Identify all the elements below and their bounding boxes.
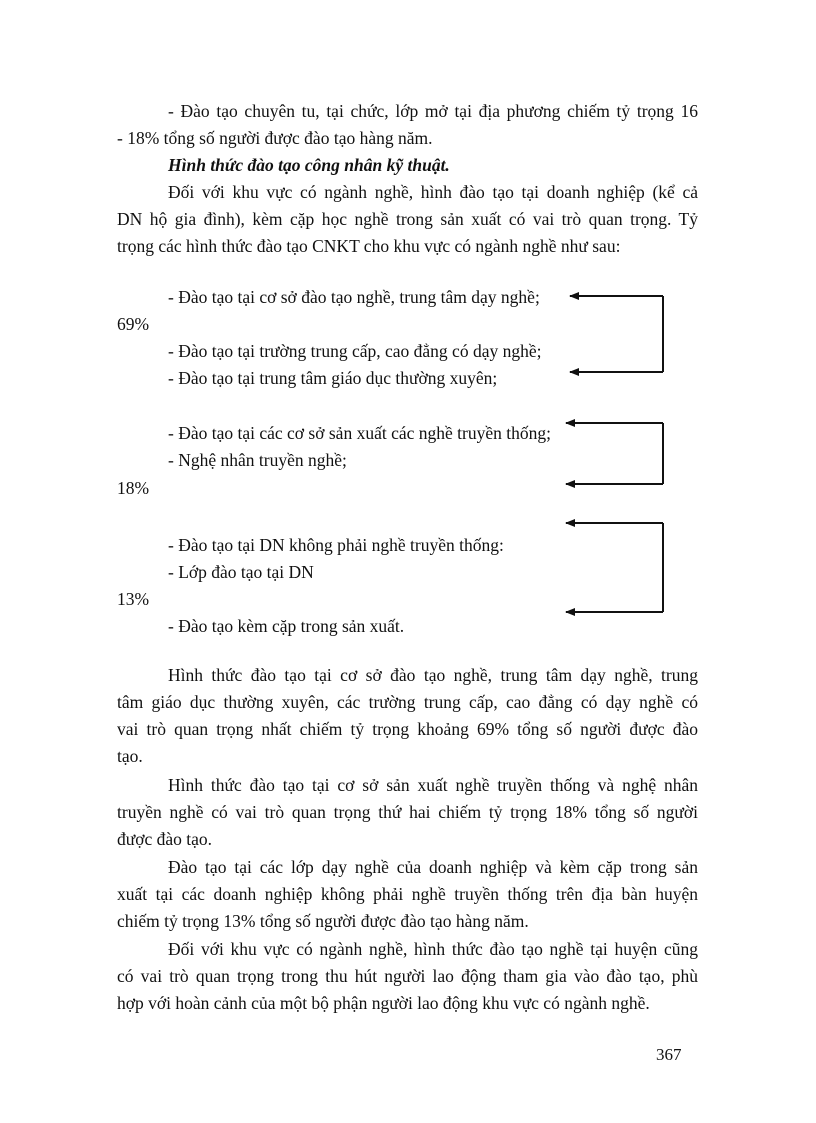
- paragraph-4-line-3: được đào tạo.: [117, 829, 213, 849]
- group-1-item-3: - Đào tạo tại trung tâm giáo dục thường xuyên;: [168, 368, 498, 388]
- group-1-percent: 69%: [117, 314, 150, 334]
- paragraph-1-line-1: - Đào tạo chuyên tu, tại chức, lớp mở tại địa phương chiếm tỷ trọng 16: [168, 101, 698, 121]
- group-3-item-1: - Đào tạo tại DN không phải nghề truyền thống:: [168, 535, 504, 555]
- group-2-item-1: - Đào tạo tại các cơ sở sản xuất các nghề truyền thống;: [168, 423, 551, 443]
- paragraph-3-line-3: vai trò quan trọng nhất chiếm tỷ trọng khoảng 69% tổng số người được đào: [117, 719, 698, 739]
- paragraph-6-line-2: có vai trò quan trọng trong thu hút người lao động tham gia vào đào tạo, phù: [117, 966, 698, 986]
- paragraph-4-line-1: Hình thức đào tạo tại cơ sở sản xuất nghề truyền thống và nghệ nhân: [168, 775, 698, 795]
- group-3-percent: 13%: [117, 589, 150, 609]
- group-3-item-3: - Đào tạo kèm cặp trong sản xuất.: [168, 616, 405, 636]
- group-1-item-1: - Đào tạo tại cơ sở đào tạo nghề, trung tâm dạy nghề;: [168, 287, 540, 307]
- paragraph-1-line-2: - 18% tổng số người được đào tạo hàng năm.: [117, 128, 433, 148]
- paragraph-2-line-2: DN hộ gia đình), kèm cặp học nghề trong sản xuất có vai trò quan trọng. Tỷ: [117, 209, 698, 229]
- page-number: 367: [656, 1045, 682, 1064]
- paragraph-4-line-2: truyền nghề có vai trò quan trọng thứ hai chiếm tỷ trọng 18% tổng số người: [117, 802, 698, 822]
- paragraph-3-line-4: tạo.: [117, 746, 143, 766]
- bracket-group-1: [570, 296, 663, 372]
- group-2-item-2: - Nghệ nhân truyền nghề;: [168, 450, 347, 470]
- paragraph-6-line-3: hợp với hoàn cảnh của một bộ phận người lao động khu vực có ngành nghề.: [117, 993, 650, 1013]
- bracket-group-2: [566, 423, 663, 484]
- paragraph-3-line-1: Hình thức đào tạo tại cơ sở đào tạo nghề, trung tâm dạy nghề, trung: [168, 665, 698, 685]
- paragraph-2-line-3: trọng các hình thức đào tạo CNKT cho khu vực có ngành nghề như sau:: [117, 236, 621, 256]
- paragraph-3-line-2: tâm giáo dục thường xuyên, các trường trung cấp, cao đẳng có dạy nghề có: [117, 692, 698, 712]
- paragraph-2-line-1: Đối với khu vực có ngành nghề, hình đào tạo tại doanh nghiệp (kể cả: [168, 182, 698, 202]
- group-2-percent: 18%: [117, 478, 150, 498]
- section-heading: Hình thức đào tạo công nhân kỹ thuật.: [168, 155, 450, 175]
- group-1-item-2: - Đào tạo tại trường trung cấp, cao đẳng có dạy nghề;: [168, 341, 542, 361]
- paragraph-5-line-3: chiếm tỷ trọng 13% tổng số người được đào tạo hàng năm.: [117, 911, 529, 931]
- bracket-group-3: [566, 523, 663, 612]
- paragraph-5-line-1: Đào tạo tại các lớp dạy nghề của doanh nghiệp và kèm cặp trong sản: [168, 857, 698, 877]
- group-3-item-2: - Lớp đào tạo tại DN: [168, 562, 314, 582]
- paragraph-6-line-1: Đối với khu vực có ngành nghề, hình thức đào tạo nghề tại huyện cũng: [168, 939, 698, 959]
- paragraph-5-line-2: xuất tại các doanh nghiệp không phải nghề truyền thống trên địa bàn huyện: [117, 884, 698, 904]
